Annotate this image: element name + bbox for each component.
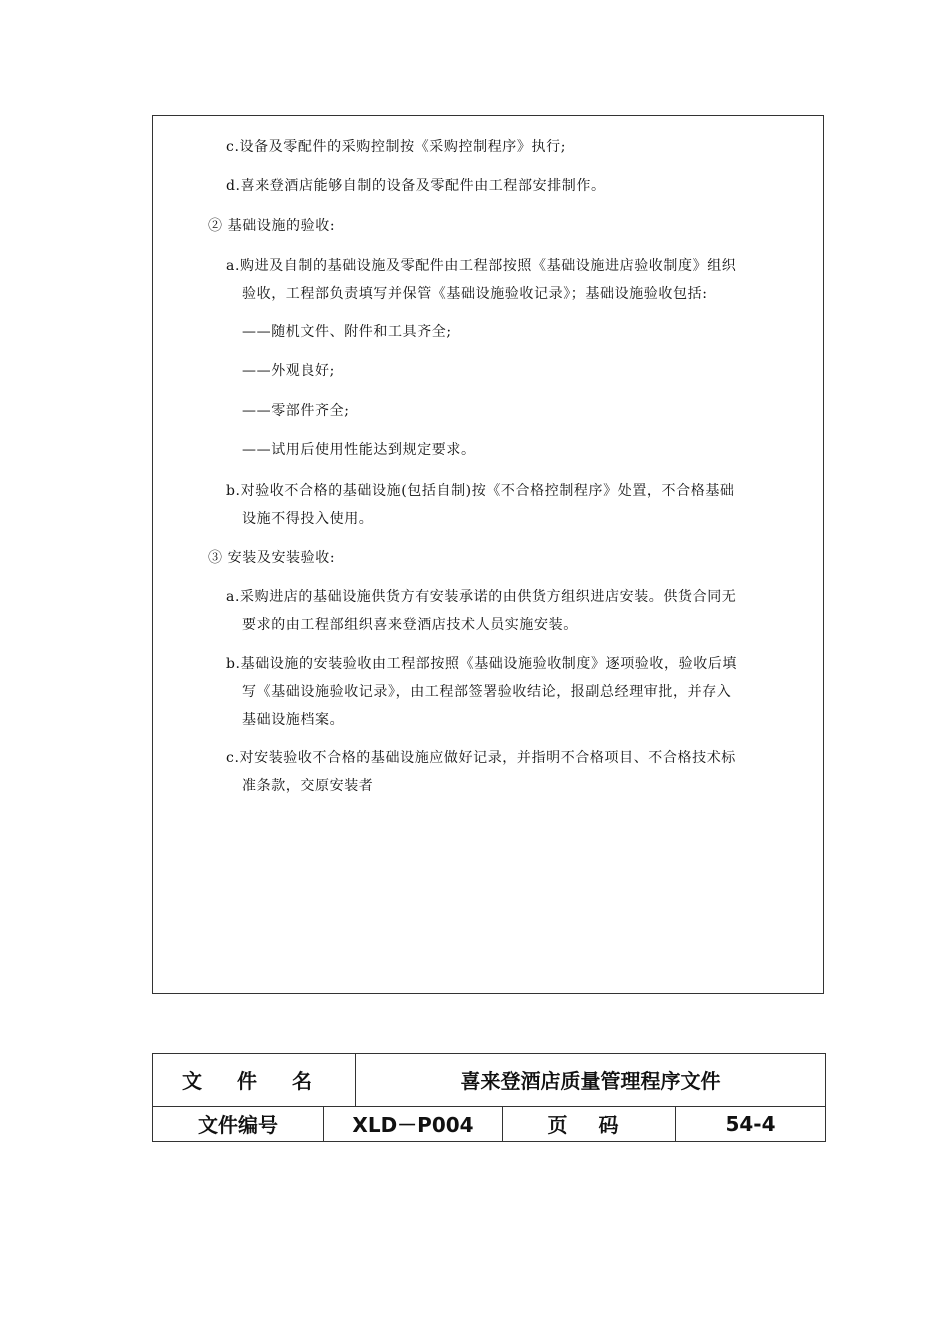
acceptance-criterion-3: ——零部件齐全;: [242, 403, 350, 419]
item-b-nonconforming-line1: b.对验收不合格的基础设施(包括自制)按《不合格控制程序》处置，不合格基础: [226, 483, 735, 499]
item-c-installation-line2: 准条款，交原安装者: [242, 778, 374, 794]
item-a-installation-line1: a.采购进店的基础设施供货方有安装承诺的由供货方组织进店安装。供货合同无: [226, 589, 737, 605]
file-number-value: XLD－P004: [324, 1106, 503, 1141]
document-footer-table: [152, 1053, 826, 1142]
item-a-acceptance-line1: a.购进及自制的基础设施及零配件由工程部按照《基础设施进店验收制度》组织: [226, 258, 737, 274]
section-2-heading: ② 基础设施的验收:: [208, 218, 336, 234]
page-number-value: 54-4: [676, 1106, 826, 1141]
item-a-acceptance-line2: 验收，工程部负责填写并保管《基础设施验收记录》；基础设施验收包括:: [242, 286, 708, 302]
page-label: 页 码: [503, 1106, 676, 1141]
section-3-heading: ③ 安装及安装验收:: [208, 550, 336, 566]
document-title: 喜来登酒店质量管理程序文件: [356, 1054, 826, 1107]
item-b-nonconforming-line2: 设施不得投入使用。: [242, 511, 374, 527]
file-number-label: 文件编号: [153, 1106, 324, 1141]
file-name-label: 文 件 名: [153, 1054, 356, 1107]
item-b-installation-line3: 基础设施档案。: [242, 712, 345, 728]
item-d-self-made: d.喜来登酒店能够自制的设备及零配件由工程部安排制作。: [226, 178, 606, 194]
item-a-installation-line2: 要求的由工程部组织喜来登酒店技术人员实施安装。: [242, 617, 578, 633]
item-c-procurement: c.设备及零配件的采购控制按《采购控制程序》执行;: [226, 139, 567, 155]
acceptance-criterion-4: ——试用后使用性能达到规定要求。: [242, 442, 476, 458]
acceptance-criterion-2: ——外观良好;: [242, 363, 335, 379]
item-c-installation-line1: c.对安装验收不合格的基础设施应做好记录，并指明不合格项目、不合格技术标: [226, 750, 736, 766]
item-b-installation-line2: 写《基础设施验收记录》，由工程部签署验收结论，报副总经理审批，并存入: [242, 684, 732, 700]
acceptance-criterion-1: ——随机文件、附件和工具齐全;: [242, 324, 452, 340]
item-b-installation-line1: b.基础设施的安装验收由工程部按照《基础设施验收制度》逐项验收，验收后填: [226, 656, 738, 672]
